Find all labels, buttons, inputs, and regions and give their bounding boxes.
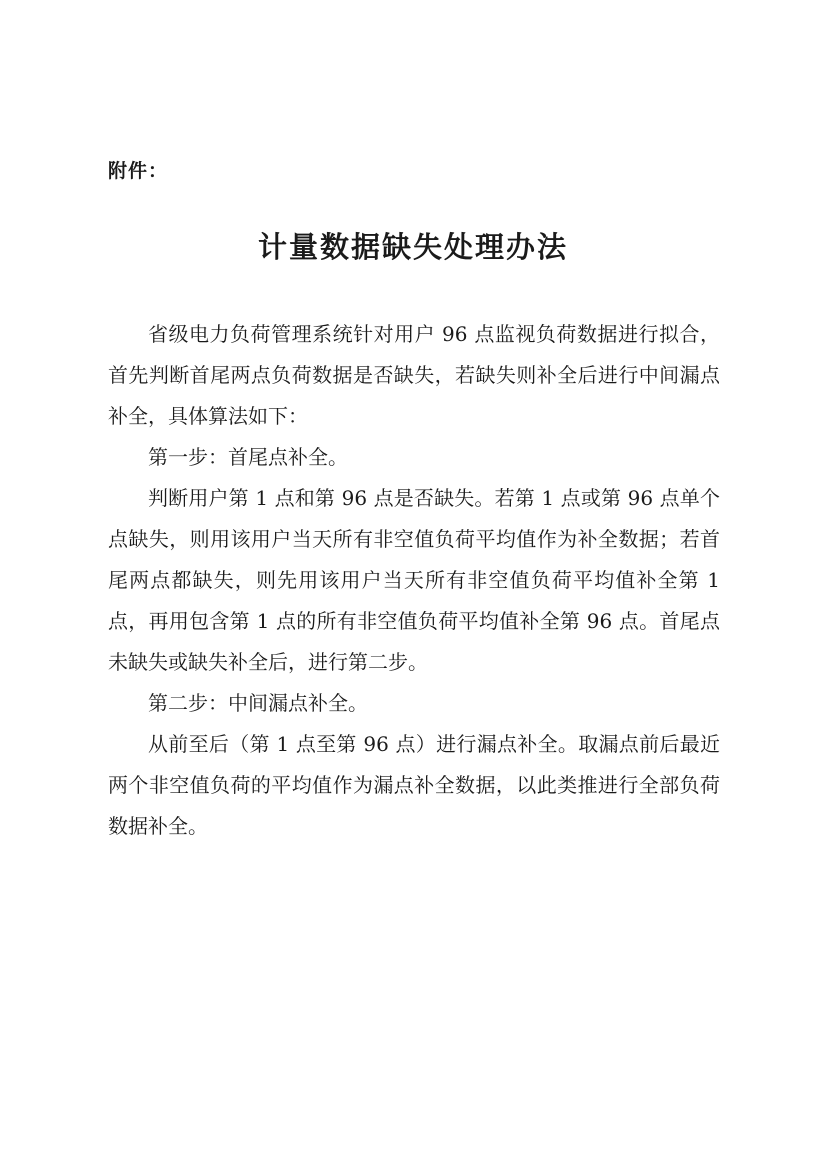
intro-paragraph: 省级电力负荷管理系统针对用户 96 点监视负荷数据进行拟合，首先判断首尾两点负荷数据是否缺失，若缺失则补全后进行中间漏点补全，具体算法如下： [108, 322, 720, 428]
document-body [108, 314, 720, 847]
step-two-heading: 第二步：中间漏点补全。 [148, 691, 368, 715]
step-one-paragraph: 判断用户第 1 点和第 96 点是否缺失。若第 1 点或第 96 点单个点缺失，则用该用户当天所有非空值负荷平均值作为补全数据；若首尾两点都缺失，则先用该用户当天所有非空值负荷平均值补全第 1 点，再用包含第 1 点的所有非空值负荷平均值补全第 96 点。首尾点未缺失或缺失补全后，进行第二步。 [108, 486, 720, 674]
step-one-heading: 第一步：首尾点补全。 [148, 445, 348, 469]
step-two-paragraph: 从前至后（第 1 点至第 96 点）进行漏点补全。取漏点前后最近两个非空值负荷的平均值作为漏点补全数据，以此类推进行全部负荷数据补全。 [108, 732, 720, 838]
document-title: 计量数据缺失处理办法 [257, 230, 568, 264]
attachment-label: 附件： [108, 160, 169, 182]
